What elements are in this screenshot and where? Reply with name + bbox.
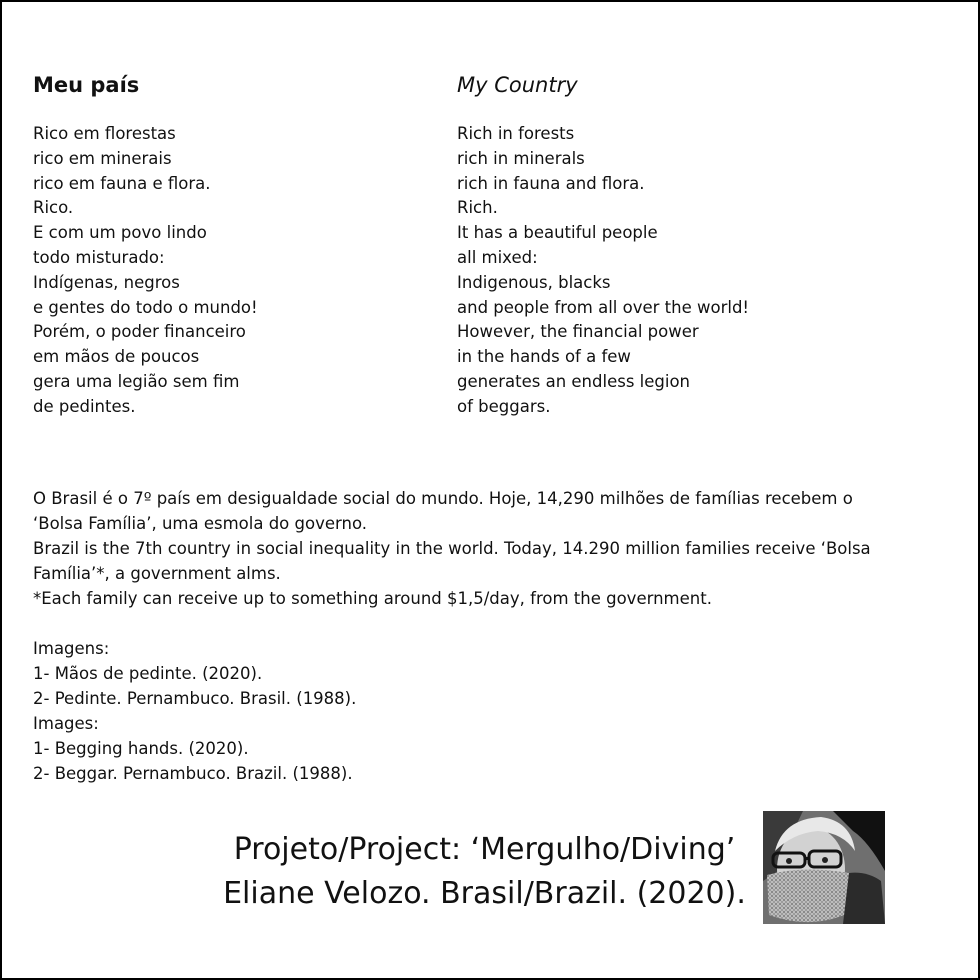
poem-line: Indigenous, blacks: [457, 272, 611, 292]
poem-line: in the hands of a few: [457, 347, 631, 367]
note-footnote: *Each family can receive up to something around $1,5/day, from the government.: [33, 589, 712, 608]
author-credit: Eliane Velozo. Brasil/Brazil. (2020).: [223, 876, 746, 911]
poem-line: However, the financial power: [457, 322, 699, 342]
poem-lines-en: [457, 122, 749, 420]
caption-line: 1- Begging hands. (2020).: [33, 739, 249, 758]
portrait-image: [763, 811, 885, 924]
caption-line: 2- Beggar. Pernambuco. Brazil. (1988).: [33, 764, 353, 783]
captions-heading-en: Images:: [33, 714, 99, 733]
note-line: ‘Bolsa Família’, uma esmola do governo.: [33, 514, 367, 533]
poem-line: e gentes do todo o mundo!: [33, 297, 258, 317]
poem-line: all mixed:: [457, 247, 538, 267]
poem-line: Rich.: [457, 198, 498, 218]
poem-line: Porém, o poder financeiro: [33, 322, 246, 342]
poem-line: rico em minerais: [33, 148, 172, 168]
poem-title-pt: Meu país: [33, 73, 140, 97]
poem-line: Rico.: [33, 198, 74, 218]
poem-line: It has a beautiful people: [457, 223, 658, 243]
context-note: [33, 486, 933, 786]
caption-line: 1- Mãos de pedinte. (2020).: [33, 664, 263, 683]
project-credit: [202, 828, 767, 916]
poem-line: todo misturado:: [33, 247, 165, 267]
poem-line: em mãos de poucos: [33, 347, 200, 367]
poem-line: E com um povo lindo: [33, 223, 207, 243]
poem-line: generates an endless legion: [457, 371, 691, 391]
spacer: [33, 611, 933, 636]
poem-title-en: My Country: [457, 73, 578, 97]
poem-line: Rico em florestas: [33, 124, 176, 143]
poem-line: de pedintes.: [33, 396, 136, 416]
poem-portuguese: [33, 70, 258, 420]
poem-english: [457, 70, 749, 420]
note-line: Brazil is the 7th country in social inequality in the world. Today, 14.290 million families receive ‘Bolsa: [33, 539, 871, 558]
poem-line: Rich in forests: [457, 124, 575, 143]
poem-line: Indígenas, negros: [33, 272, 180, 292]
poem-line: of beggars.: [457, 396, 551, 416]
poem-line: rico em fauna e flora.: [33, 173, 211, 193]
project-title: Projeto/Project: ‘Mergulho/Diving’: [233, 832, 736, 867]
note-line: Família’*, a government alms.: [33, 564, 281, 583]
poem-line: gera uma legião sem fim: [33, 371, 240, 391]
poem-lines-pt: [33, 122, 258, 420]
caption-line: 2- Pedinte. Pernambuco. Brasil. (1988).: [33, 689, 357, 708]
author-portrait: [763, 811, 885, 924]
poem-line: rich in minerals: [457, 148, 585, 168]
poem-line: rich in fauna and flora.: [457, 173, 645, 193]
note-line: O Brasil é o 7º país em desigualdade social do mundo. Hoje, 14,290 milhões de famílias recebem o: [33, 489, 853, 508]
captions-heading-pt: Imagens:: [33, 639, 110, 658]
poem-line: and people from all over the world!: [457, 297, 750, 317]
